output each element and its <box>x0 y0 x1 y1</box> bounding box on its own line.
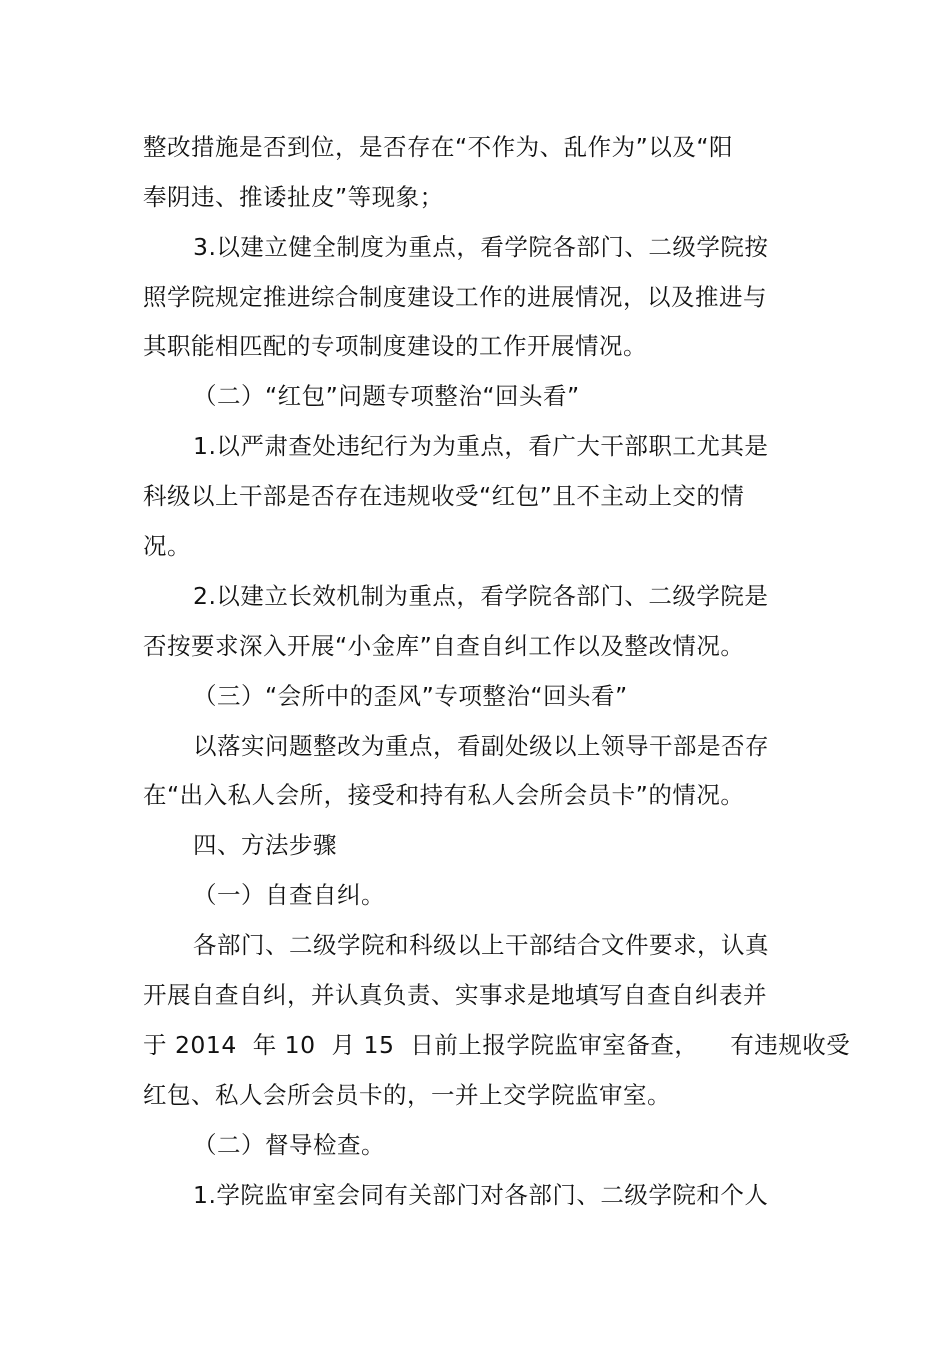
text-line: 各部门、二级学院和科级以上干部结合文件要求，认真 <box>193 931 769 959</box>
text-line: 况。 <box>143 532 191 560</box>
text-line: 于 2014 年 10 月 15 日前上报学院监审室备查， 有违规收受 <box>143 1031 851 1059</box>
text-line: 以落实问题整改为重点，看副处级以上领导干部是否存 <box>193 732 769 760</box>
text-line: 整改措施是否到位，是否存在“不作为、乱作为”以及“阳 <box>143 133 734 161</box>
section-heading: （二）督导检查。 <box>193 1131 385 1159</box>
text-line: 1.学院监审室会同有关部门对各部门、二级学院和个人 <box>193 1181 769 1209</box>
text-line: 在“出入私人会所，接受和持有私人会所会员卡”的情况。 <box>143 781 745 809</box>
section-heading: （三）“会所中的歪风”专项整治“回头看” <box>193 682 628 710</box>
text-line: 其职能相匹配的专项制度建设的工作开展情况。 <box>143 332 647 360</box>
text-line: 红包、私人会所会员卡的，一并上交学院监审室。 <box>143 1081 671 1109</box>
section-heading: （二）“红包”问题专项整治“回头看” <box>193 382 580 410</box>
text-line: 2.以建立长效机制为重点，看学院各部门、二级学院是 <box>193 582 769 610</box>
text-line: 开展自查自纠，并认真负责、实事求是地填写自查自纠表并 <box>143 981 767 1009</box>
text-line: 奉阴违、推诿扯皮”等现象； <box>143 183 444 211</box>
text-line: 1.以严肃查处违纪行为为重点，看广大干部职工尤其是 <box>193 432 769 460</box>
section-heading: （一）自查自纠。 <box>193 881 385 909</box>
text-line: 科级以上干部是否存在违规收受“红包”且不主动上交的情 <box>143 482 745 510</box>
text-line: 照学院规定推进综合制度建设工作的进展情况，以及推进与 <box>143 283 767 311</box>
text-line: 3.以建立健全制度为重点，看学院各部门、二级学院按 <box>193 233 769 261</box>
section-heading: 四、方法步骤 <box>193 831 337 859</box>
text-line: 否按要求深入开展“小金库”自查自纠工作以及整改情况。 <box>143 632 745 660</box>
